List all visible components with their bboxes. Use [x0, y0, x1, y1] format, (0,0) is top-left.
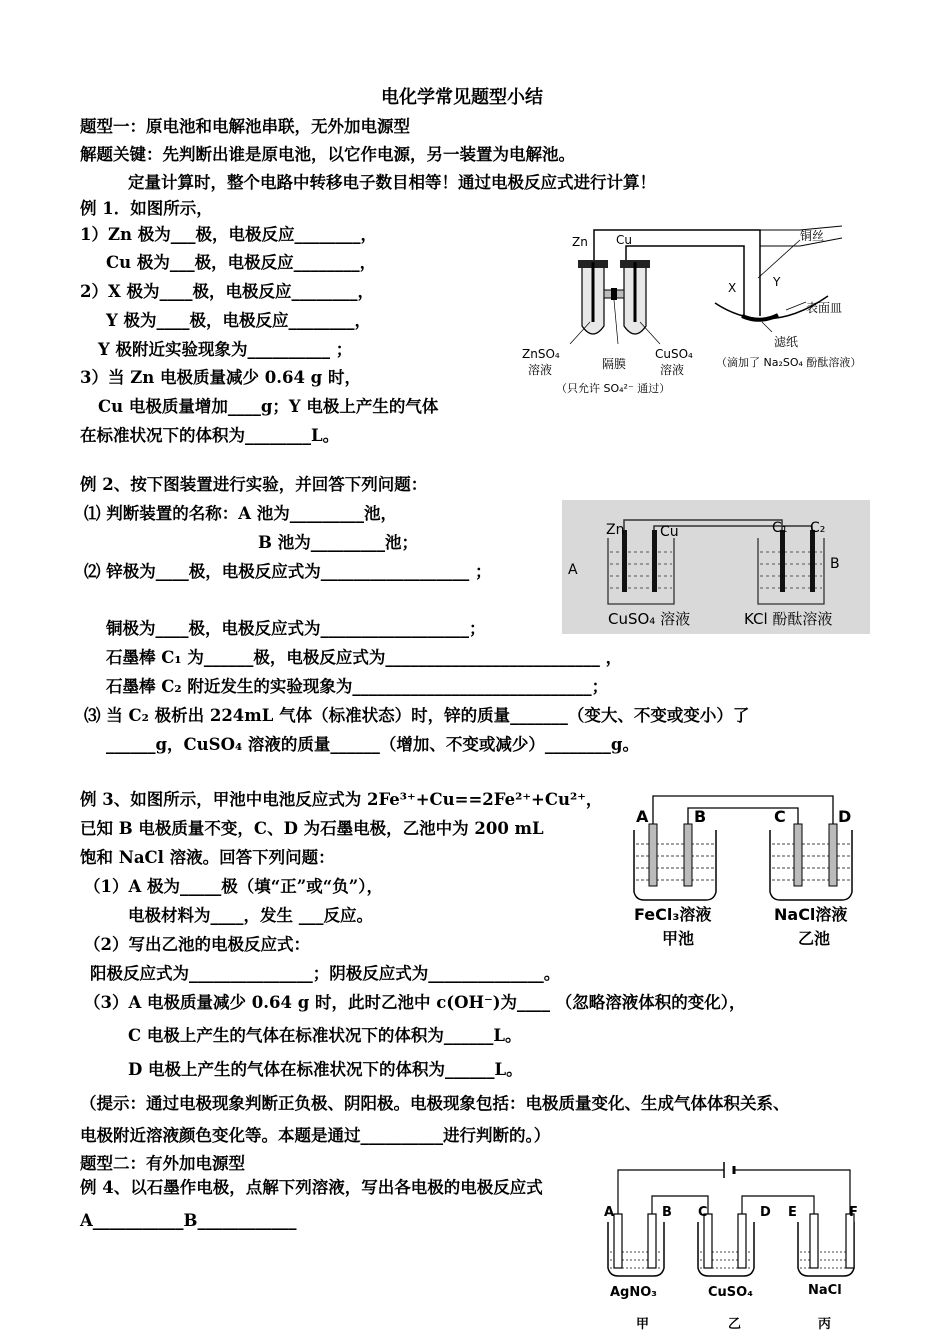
label-a: A — [636, 807, 649, 826]
label-cuso4-solution: 溶液 — [660, 363, 685, 377]
ex3-q3a: （3）A 电极质量减少 0.64 g 时，此时乙池中 c(OH⁻)为____ （忽略溶液体积的变化）， — [84, 993, 746, 1012]
label-a: A — [604, 1205, 615, 1220]
label-cu: Cu — [660, 524, 679, 540]
electrode-b — [684, 824, 692, 886]
label-bing: 丙 — [818, 1317, 832, 1332]
ex3-q3c: D 电极上产生的气体在标准状况下的体积为______L。 — [128, 1060, 523, 1079]
electrode-f — [846, 1214, 854, 1268]
electrode-a — [649, 824, 657, 886]
label-agno3: AgNO₃ — [610, 1285, 657, 1300]
label-membrane: 隔膜 — [602, 357, 627, 371]
label-c: C — [698, 1205, 708, 1220]
label-zn: Zn — [572, 235, 588, 249]
figure-example3 — [628, 790, 868, 952]
label-jia: 甲 — [636, 1317, 650, 1332]
section1-key2: 定量计算时，整个电路中转移电子数目相等！通过电极反应式进行计算！ — [128, 173, 656, 192]
label-filter-paper: 滤纸 — [774, 335, 799, 349]
ex1-q2b: Y 极为____极，电极反应________， — [106, 311, 372, 330]
figure-example4 — [600, 1156, 870, 1336]
electrode-e — [810, 1214, 818, 1268]
figure-example2 — [562, 500, 870, 634]
ex3-q2a: （2）写出乙池的电极反应式： — [84, 935, 310, 954]
label-filter-note: （滴加了 Na₂SO₄ 酚酞溶液） — [716, 356, 862, 369]
ex1-q1a: 1）Zn 极为___极，电极反应________， — [80, 225, 378, 244]
label-zn: Zn — [606, 522, 625, 538]
ex4-question: 例 4、以石墨作电极，点解下列溶液，写出各电极的电极反应式 — [80, 1178, 543, 1197]
label-b: B — [694, 807, 707, 826]
c2-electrode — [810, 530, 815, 592]
ex3-q2b: 阳极反应式为_______________；阴极反应式为______________。 — [90, 964, 561, 983]
electrode-d — [829, 824, 837, 886]
label-e: E — [788, 1205, 797, 1220]
ex2-q2b: 铜极为____极，电极反应式为__________________； — [106, 619, 486, 638]
label-znso4: ZnSO₄ — [522, 347, 560, 361]
ex1-q2c: Y 极附近实验现象为__________ ； — [98, 340, 353, 359]
label-c2: C₂ — [810, 520, 826, 536]
label-cuso4: CuSO₄ — [655, 347, 693, 361]
ex1-q2a: 2）X 极为____极，电极反应________， — [80, 282, 375, 301]
label-c: C — [774, 807, 786, 826]
electrode-a — [614, 1214, 622, 1268]
electrode-c — [794, 824, 802, 886]
label-x: X — [728, 281, 737, 295]
label-jia: 甲池 — [662, 929, 695, 948]
label-membrane-note: （只允许 SO₄²⁻ 通过） — [556, 382, 671, 395]
label-fecl3: FeCl₃溶液 — [634, 905, 712, 924]
ex3-hint2: 电极附近溶液颜色变化等。本题是通过__________进行判断的。） — [80, 1126, 551, 1145]
label-b: B — [662, 1205, 672, 1220]
section1-key1: 解题关键：先判断出谁是原电池，以它作电源，另一装置为电解池。 — [80, 145, 575, 164]
label-f: F — [849, 1205, 858, 1220]
ex1-q3a: 3）当 Zn 电极质量减少 0.64 g 时， — [80, 368, 361, 387]
label-cuso4: CuSO₄ — [708, 1285, 753, 1300]
c1-electrode — [780, 530, 785, 592]
ex3-hint1: （提示：通过电极现象判断正负极、阴阳极。电极现象包括：电极质量变化、生成气体体积关系、 — [80, 1094, 790, 1113]
ex2-intro: 例 2、按下图装置进行实验，并回答下列问题： — [80, 475, 428, 494]
electrode-c — [704, 1214, 712, 1268]
ex4-answer-ab: A___________B____________ — [80, 1211, 297, 1230]
ex3-q1b: 电极材料为____，发生 ___反应。 — [128, 906, 373, 925]
label-nacl: NaCl溶液 — [774, 905, 848, 924]
ex2-q3a: ⑶ 当 C₂ 极析出 224mL 气体（标准状态）时，锌的质量_______（变大、不变或变小）了 — [84, 706, 750, 725]
label-y: Y — [773, 275, 781, 289]
ex3-q1a: （1）A 极为_____极（填“正”或“负”）， — [84, 877, 383, 896]
figure-example1 — [510, 218, 890, 403]
ex2-q1a: ⑴ 判断装置的名称：A 池为_________池， — [84, 504, 398, 523]
label-kcl: KCl 酚酞溶液 — [744, 610, 833, 628]
section1-heading: 题型一：原电池和电解池串联，无外加电源型 — [80, 117, 410, 136]
beaker-jia — [634, 830, 716, 900]
label-yi: 乙池 — [798, 929, 831, 948]
ex3-intro1: 例 3、如图所示，甲池中电池反应式为 2Fe³⁺+Cu==2Fe²⁺+Cu²⁺， — [80, 790, 603, 809]
ex3-q3b: C 电极上产生的气体在标准状况下的体积为______L。 — [128, 1026, 522, 1045]
page-title: 电化学常见题型小结 — [381, 87, 543, 108]
label-b: B — [830, 556, 840, 572]
label-d: D — [838, 807, 852, 826]
label-nacl: NaCl — [808, 1283, 842, 1298]
label-a: A — [568, 562, 578, 578]
label-copper-wire: 铜丝 — [800, 229, 825, 243]
label-c1: C₁ — [772, 520, 788, 536]
section2-heading: 题型二：有外加电源型 — [80, 1154, 245, 1173]
ex2-q2c: 石墨棒 C₁ 为______极，电极反应式为__________________________ ， — [106, 648, 623, 667]
zn-electrode — [622, 530, 627, 592]
ex2-q2a: ⑵ 锌极为____极，电极反应式为__________________ ； — [84, 562, 492, 581]
label-watch-glass: 表面皿 — [806, 301, 843, 315]
ex1-intro: 例 1．如图所示， — [80, 199, 213, 218]
cu-electrode — [652, 530, 657, 592]
label-d: D — [760, 1205, 771, 1220]
ex2-q3b: ______g，CuSO₄ 溶液的质量______（增加、不变或减少）________g。 — [106, 735, 639, 754]
beaker-yi — [770, 830, 852, 900]
label-yi: 乙 — [728, 1317, 742, 1332]
ex2-q1b: B 池为_________池； — [258, 533, 418, 552]
ex3-intro3: 饱和 NaCl 溶液。回答下列问题： — [80, 848, 335, 867]
ex3-intro2: 已知 B 电极质量不变，C、D 为石墨电极，乙池中为 200 mL — [80, 819, 544, 838]
label-cuso4: CuSO₄ 溶液 — [608, 610, 691, 628]
label-znso4-solution: 溶液 — [528, 363, 553, 377]
ex1-q1b: Cu 极为___极，电极反应________， — [106, 253, 377, 272]
membrane — [611, 288, 617, 300]
ex2-q2d: 石墨棒 C₂ 附近发生的实验现象为_____________________________； — [106, 677, 609, 696]
label-cu: Cu — [616, 233, 632, 247]
electrode-b — [648, 1214, 656, 1268]
ex1-q3c: 在标准状况下的体积为________L。 — [80, 426, 340, 445]
electrode-d — [738, 1214, 746, 1268]
ex1-q3b: Cu 电极质量增加____g；Y 电极上产生的气体 — [98, 397, 439, 416]
